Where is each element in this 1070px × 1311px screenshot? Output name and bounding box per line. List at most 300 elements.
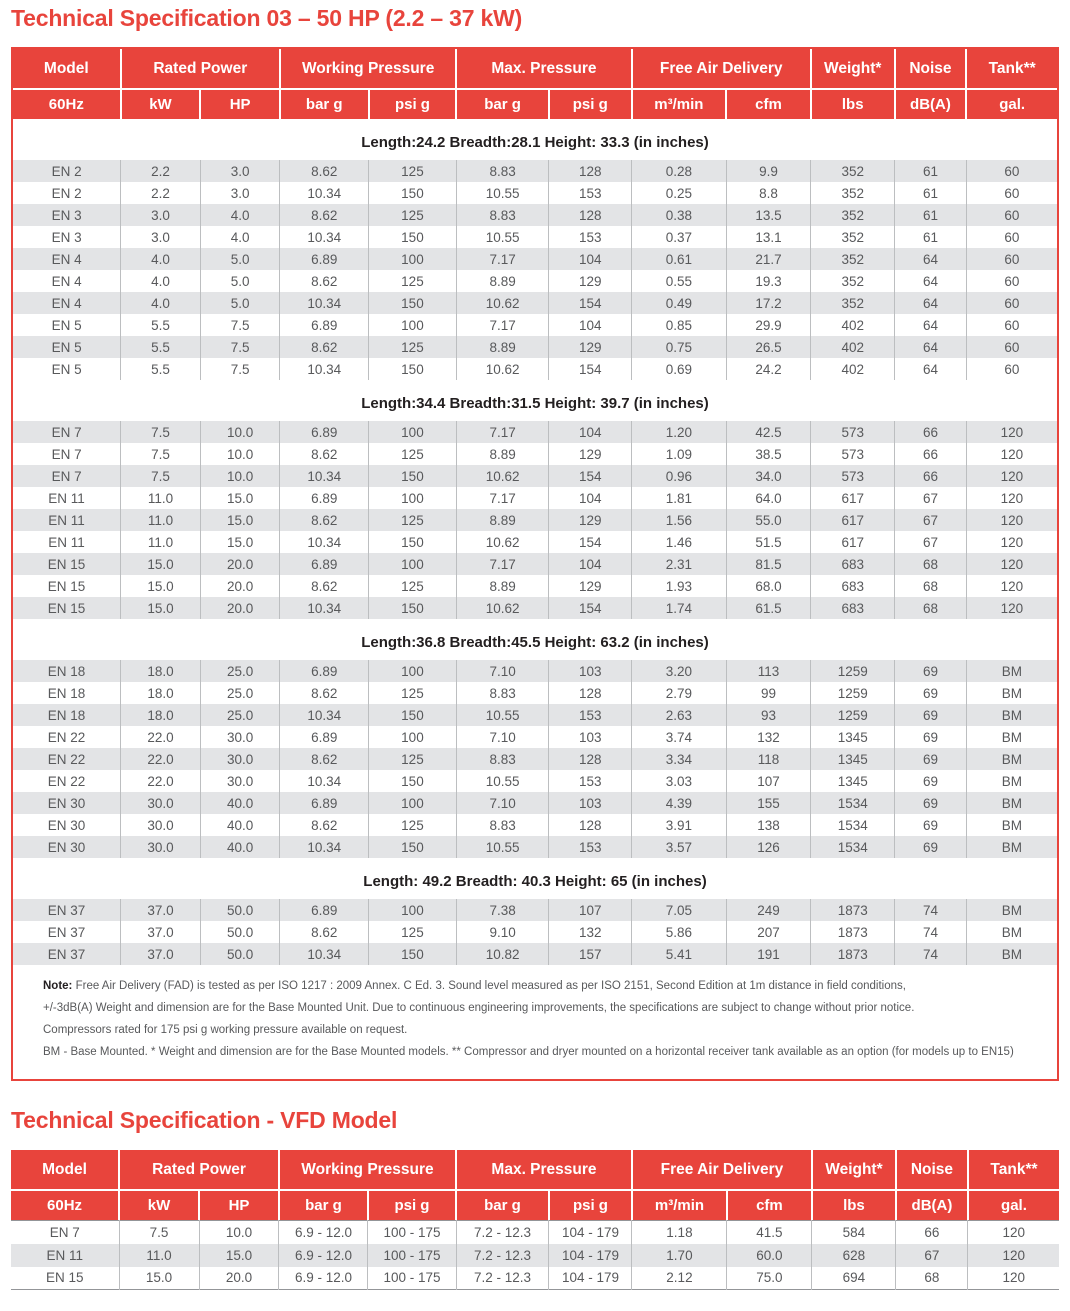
table-cell: 64.0 <box>726 487 811 509</box>
table-cell: 10.34 <box>280 836 369 858</box>
table-cell: 3.03 <box>632 770 727 792</box>
table-cell: BM <box>966 792 1057 814</box>
table-cell: EN 11 <box>48 490 85 506</box>
table-cell: 138 <box>726 814 811 836</box>
table-cell: 25.0 <box>200 682 280 704</box>
table-cell: 2.2 <box>121 160 201 182</box>
table-cell: 60 <box>966 292 1057 314</box>
table-cell: 74 <box>895 921 967 943</box>
table-cell: 10.62 <box>456 531 549 553</box>
table-cell: 126 <box>726 836 811 858</box>
table-cell: 154 <box>549 358 632 380</box>
table-cell: 104 <box>549 314 632 336</box>
table-row <box>13 597 1057 619</box>
table-cell: 7.2 - 12.3 <box>456 1221 549 1244</box>
table-row <box>13 943 1057 965</box>
table-cell: 0.38 <box>632 204 727 226</box>
table-cell: BM <box>966 748 1057 770</box>
table-cell: 18.0 <box>121 682 201 704</box>
table-cell: 154 <box>549 292 632 314</box>
table-cell: 129 <box>549 270 632 292</box>
table-cell: 107 <box>549 899 632 921</box>
table-cell: 67 <box>896 1244 968 1267</box>
table-cell: 120 <box>968 1221 1059 1244</box>
table-cell: 352 <box>811 160 895 182</box>
table-cell: BM <box>966 660 1057 682</box>
group-table <box>13 660 1057 858</box>
table-cell: EN 37 <box>47 946 86 962</box>
table-cell: 7.5 <box>121 443 201 465</box>
table-cell: 352 <box>811 292 895 314</box>
table-cell: 100 <box>369 487 457 509</box>
table-cell: BM <box>966 899 1057 921</box>
table-cell: 10.34 <box>280 597 369 619</box>
table-cell: 19.3 <box>726 270 811 292</box>
table-cell: 30.0 <box>121 814 201 836</box>
table-cell: 150 <box>369 358 457 380</box>
table-row <box>13 531 1057 553</box>
column-unit-header: gal. <box>966 89 1057 119</box>
main-table-header <box>13 49 1057 119</box>
table-cell: 1.20 <box>632 421 727 443</box>
table-cell: 1345 <box>811 770 895 792</box>
table-cell: 10.0 <box>200 421 280 443</box>
table-cell: EN 15 <box>46 1270 84 1286</box>
table-cell: 573 <box>811 465 895 487</box>
table-cell: 37.0 <box>121 943 201 965</box>
table-cell: BM <box>966 704 1057 726</box>
table-cell: EN 22 <box>47 729 86 745</box>
table-cell: EN 11 <box>48 512 85 528</box>
table-cell: 154 <box>549 597 632 619</box>
table-cell: 10.62 <box>456 597 549 619</box>
table-cell: 68 <box>896 1267 968 1290</box>
table-cell: 38.5 <box>726 443 811 465</box>
table-cell: 10.34 <box>280 943 369 965</box>
table-cell: 25.0 <box>200 704 280 726</box>
table-cell: 0.55 <box>632 270 727 292</box>
table-cell: 8.83 <box>456 160 549 182</box>
table-row <box>13 682 1057 704</box>
table-cell: 68.0 <box>726 575 811 597</box>
table-cell: 157 <box>549 943 632 965</box>
table-cell: 41.5 <box>727 1221 812 1244</box>
table-row <box>13 204 1057 226</box>
table-cell: 69 <box>895 726 967 748</box>
table-cell: 8.62 <box>280 270 369 292</box>
table-cell: 617 <box>811 487 895 509</box>
table-cell: 15.0 <box>121 575 201 597</box>
table-cell: BM <box>966 814 1057 836</box>
table-cell: 100 <box>369 726 457 748</box>
table-cell: EN 2 <box>51 163 82 179</box>
column-header: Model <box>11 1150 119 1190</box>
table-cell: 7.5 <box>200 314 280 336</box>
table-cell: 2.63 <box>632 704 727 726</box>
column-unit-header: cfm <box>726 89 811 119</box>
table-cell: 15.0 <box>200 531 280 553</box>
table-row <box>11 1267 1059 1290</box>
table-cell: 125 <box>369 336 457 358</box>
table-cell: 8.62 <box>280 921 369 943</box>
table-cell: 1534 <box>811 836 895 858</box>
table-cell: 104 <box>549 553 632 575</box>
table-cell: 11.0 <box>121 487 201 509</box>
table-cell: 60 <box>966 182 1057 204</box>
table-cell: 100 <box>369 553 457 575</box>
table-cell: 20.0 <box>200 575 280 597</box>
table-row <box>13 465 1057 487</box>
table-cell: 120 <box>966 597 1057 619</box>
table-cell: 125 <box>369 160 457 182</box>
table-cell: 402 <box>811 358 895 380</box>
table-cell: 37.0 <box>121 921 201 943</box>
table-cell: 6.89 <box>280 314 369 336</box>
table-cell: 125 <box>369 921 457 943</box>
column-unit-header: psi g <box>549 1190 632 1220</box>
table-cell: 11.0 <box>121 531 201 553</box>
table-cell: 10.34 <box>280 704 369 726</box>
table-row <box>13 182 1057 204</box>
dimension-group-title: Length: 49.2 Breadth: 40.3 Height: 65 (in inches) <box>363 873 707 890</box>
table-cell: 132 <box>726 726 811 748</box>
table-cell: 69 <box>895 682 967 704</box>
table-cell: 10.0 <box>200 443 280 465</box>
table-cell: 5.5 <box>121 336 201 358</box>
table-cell: 1873 <box>811 899 895 921</box>
column-unit-header: m³/min <box>632 89 727 119</box>
table-row <box>13 421 1057 443</box>
table-cell: 64 <box>895 358 967 380</box>
dimension-group <box>13 119 1057 380</box>
table-cell: 150 <box>369 292 457 314</box>
column-unit-header: gal. <box>968 1190 1059 1220</box>
table-cell: 6.89 <box>280 792 369 814</box>
table-cell: 61 <box>895 226 967 248</box>
table-cell: 9.10 <box>456 921 549 943</box>
group-table <box>13 421 1057 619</box>
table-cell: 584 <box>812 1221 896 1244</box>
table-cell: 8.83 <box>456 748 549 770</box>
column-header: Free Air Delivery <box>632 1150 812 1190</box>
table-cell: 154 <box>549 531 632 553</box>
table-cell: 1.46 <box>632 531 727 553</box>
vfd-title: Technical Specification - VFD Model <box>11 1107 398 1133</box>
table-cell: 3.20 <box>632 660 727 682</box>
table-cell: 191 <box>726 943 811 965</box>
column-header: Rated Power <box>121 49 280 89</box>
group-table <box>13 899 1057 965</box>
footnote-line: Compressors rated for 175 psi g working pressure available on request. <box>43 1024 408 1036</box>
table-cell: 5.5 <box>121 314 201 336</box>
table-cell: 0.25 <box>632 182 727 204</box>
table-cell: 120 <box>966 465 1057 487</box>
table-cell: 34.0 <box>726 465 811 487</box>
table-cell: 1.18 <box>632 1221 727 1244</box>
table-cell: 153 <box>549 770 632 792</box>
table-cell: 0.37 <box>632 226 727 248</box>
table-cell: 9.9 <box>726 160 811 182</box>
table-cell: 60 <box>966 248 1057 270</box>
table-cell: 1.09 <box>632 443 727 465</box>
table-cell: 150 <box>369 226 457 248</box>
table-cell: 6.89 <box>280 660 369 682</box>
table-cell: 20.0 <box>199 1267 279 1290</box>
table-cell: 64 <box>895 270 967 292</box>
table-cell: BM <box>966 682 1057 704</box>
table-cell: 60 <box>966 270 1057 292</box>
table-cell: 4.0 <box>200 226 280 248</box>
table-cell: 3.34 <box>632 748 727 770</box>
table-row <box>13 814 1057 836</box>
table-cell: EN 18 <box>47 707 86 723</box>
table-cell: 10.55 <box>456 836 549 858</box>
table-cell: 74 <box>895 899 967 921</box>
table-row <box>13 314 1057 336</box>
table-cell: 120 <box>966 553 1057 575</box>
table-cell: EN 4 <box>51 251 82 267</box>
table-row <box>13 748 1057 770</box>
table-cell: EN 15 <box>47 556 86 572</box>
table-cell: 25.0 <box>200 660 280 682</box>
table-cell: 66 <box>895 465 967 487</box>
table-cell: 66 <box>895 443 967 465</box>
table-cell: 0.28 <box>632 160 727 182</box>
table-cell: 402 <box>811 314 895 336</box>
table-cell: 573 <box>811 443 895 465</box>
table-cell: 30.0 <box>121 792 201 814</box>
column-header: Weight* <box>811 49 895 89</box>
vfd-spec-table <box>11 1150 1059 1290</box>
table-cell: 10.34 <box>280 465 369 487</box>
table-cell: EN 30 <box>47 795 86 811</box>
table-cell: 15.0 <box>199 1244 279 1267</box>
table-cell: BM <box>966 770 1057 792</box>
table-row <box>13 443 1057 465</box>
table-cell: 8.8 <box>726 182 811 204</box>
table-row <box>13 770 1057 792</box>
column-unit-header: bar g <box>279 1190 368 1220</box>
table-cell: 129 <box>549 443 632 465</box>
table-cell: 352 <box>811 182 895 204</box>
table-cell: 128 <box>549 682 632 704</box>
main-spec-table <box>11 47 1059 1081</box>
table-row <box>13 487 1057 509</box>
table-cell: BM <box>966 836 1057 858</box>
table-cell: 8.62 <box>280 575 369 597</box>
table-cell: 125 <box>369 575 457 597</box>
column-header: Free Air Delivery <box>632 49 811 89</box>
table-cell: 6.89 <box>280 421 369 443</box>
column-header: Model <box>13 49 121 89</box>
table-cell: 99 <box>726 682 811 704</box>
table-row <box>13 160 1057 182</box>
table-cell: 155 <box>726 792 811 814</box>
table-cell: 67 <box>895 487 967 509</box>
table-cell: 352 <box>811 226 895 248</box>
group-table <box>13 160 1057 380</box>
table-cell: 67 <box>895 531 967 553</box>
column-header: Noise <box>895 49 967 89</box>
table-cell: 22.0 <box>121 770 201 792</box>
table-cell: EN 3 <box>51 229 82 245</box>
table-cell: 60 <box>966 336 1057 358</box>
table-row <box>13 270 1057 292</box>
table-cell: 3.0 <box>121 204 201 226</box>
table-cell: 100 <box>369 792 457 814</box>
table-cell: 0.96 <box>632 465 727 487</box>
table-row <box>11 1244 1059 1267</box>
table-cell: EN 18 <box>47 663 86 679</box>
table-row <box>11 1221 1059 1244</box>
table-cell: 10.0 <box>199 1221 279 1244</box>
table-cell: 75.0 <box>727 1267 812 1290</box>
table-cell: 150 <box>369 182 457 204</box>
table-cell: 150 <box>369 531 457 553</box>
table-cell: 8.62 <box>280 336 369 358</box>
table-cell: 17.2 <box>726 292 811 314</box>
table-row <box>13 553 1057 575</box>
column-unit-header: lbs <box>812 1190 896 1220</box>
table-cell: 60 <box>966 226 1057 248</box>
table-cell: 61 <box>895 160 967 182</box>
table-cell: 11.0 <box>121 509 201 531</box>
table-cell: 113 <box>726 660 811 682</box>
table-cell: 5.0 <box>200 248 280 270</box>
table-cell: 100 <box>369 899 457 921</box>
table-cell: 1.74 <box>632 597 727 619</box>
column-header: Working Pressure <box>279 1150 456 1190</box>
table-cell: BM <box>966 921 1057 943</box>
table-cell: 8.62 <box>280 748 369 770</box>
column-unit-header: psi g <box>368 1190 456 1220</box>
vfd-table-body <box>11 1220 1059 1290</box>
table-cell: 104 - 179 <box>549 1267 632 1290</box>
table-cell: EN 5 <box>51 339 82 355</box>
table-cell: 129 <box>549 509 632 531</box>
table-cell: 7.5 <box>200 358 280 380</box>
table-cell: 7.2 - 12.3 <box>456 1267 549 1290</box>
table-cell: 10.0 <box>200 465 280 487</box>
table-cell: 118 <box>726 748 811 770</box>
table-cell: 7.17 <box>456 553 549 575</box>
table-cell: 0.69 <box>632 358 727 380</box>
table-cell: 4.0 <box>121 248 201 270</box>
column-header: Rated Power <box>119 1150 279 1190</box>
table-cell: 30.0 <box>200 726 280 748</box>
table-cell: 150 <box>369 597 457 619</box>
table-row <box>13 575 1057 597</box>
table-cell: 1873 <box>811 943 895 965</box>
table-cell: 66 <box>896 1221 968 1244</box>
table-row <box>13 226 1057 248</box>
table-cell: 7.10 <box>456 726 549 748</box>
table-cell: 150 <box>369 704 457 726</box>
table-cell: EN 7 <box>51 424 82 440</box>
table-cell: 100 - 175 <box>368 1244 456 1267</box>
table-cell: 1534 <box>811 814 895 836</box>
table-cell: 120 <box>968 1267 1059 1290</box>
table-cell: 120 <box>966 421 1057 443</box>
table-cell: 10.34 <box>280 358 369 380</box>
table-cell: 69 <box>895 660 967 682</box>
table-row <box>13 358 1057 380</box>
table-cell: 104 - 179 <box>549 1221 632 1244</box>
table-cell: 15.0 <box>200 487 280 509</box>
column-unit-header: HP <box>200 89 280 119</box>
table-cell: 15.0 <box>121 553 201 575</box>
table-cell: 128 <box>549 814 632 836</box>
table-cell: 125 <box>369 204 457 226</box>
table-cell: 8.89 <box>456 336 549 358</box>
table-cell: 153 <box>549 226 632 248</box>
table-cell: 10.34 <box>280 770 369 792</box>
table-cell: EN 5 <box>51 361 82 377</box>
table-cell: 6.9 - 12.0 <box>279 1267 368 1290</box>
table-cell: 60.0 <box>727 1244 812 1267</box>
table-cell: 352 <box>811 270 895 292</box>
table-cell: 3.0 <box>200 160 280 182</box>
table-cell: EN 4 <box>51 295 82 311</box>
table-cell: 1345 <box>811 726 895 748</box>
table-cell: 7.17 <box>456 248 549 270</box>
table-cell: 8.83 <box>456 204 549 226</box>
table-cell: 15.0 <box>121 597 201 619</box>
column-header: Max. Pressure <box>456 1150 632 1190</box>
table-cell: 104 <box>549 421 632 443</box>
table-cell: 10.34 <box>280 292 369 314</box>
table-cell: 0.49 <box>632 292 727 314</box>
table-cell: 10.34 <box>280 531 369 553</box>
table-cell: 37.0 <box>121 899 201 921</box>
table-cell: EN 7 <box>51 446 82 462</box>
table-cell: 20.0 <box>200 597 280 619</box>
table-cell: 60 <box>966 160 1057 182</box>
column-unit-header: dB(A) <box>895 89 967 119</box>
table-cell: 69 <box>895 836 967 858</box>
table-cell: 628 <box>812 1244 896 1267</box>
table-cell: 104 - 179 <box>549 1244 632 1267</box>
table-cell: 120 <box>966 487 1057 509</box>
footnote-line: Note: Free Air Delivery (FAD) is tested as per ISO 1217 : 2009 Annex. C Ed. 3. Sound level measured as per ISO 2151, Second Edition at 1m distance in field conditions, <box>43 980 906 992</box>
table-cell: 51.5 <box>726 531 811 553</box>
table-cell: 60 <box>966 358 1057 380</box>
column-header: Weight* <box>812 1150 896 1190</box>
table-cell: BM <box>966 943 1057 965</box>
table-cell: 573 <box>811 421 895 443</box>
column-unit-header: kW <box>119 1190 199 1220</box>
table-cell: 10.34 <box>280 182 369 204</box>
table-cell: 15.0 <box>200 509 280 531</box>
table-cell: 7.17 <box>456 487 549 509</box>
table-cell: 22.0 <box>121 726 201 748</box>
table-cell: 5.41 <box>632 943 727 965</box>
table-cell: 69 <box>895 748 967 770</box>
table-cell: 120 <box>966 443 1057 465</box>
table-cell: 7.17 <box>456 421 549 443</box>
dimension-group-title: Length:24.2 Breadth:28.1 Height: 33.3 (in inches) <box>361 134 709 151</box>
column-unit-header: bar g <box>456 1190 549 1220</box>
table-cell: 55.0 <box>726 509 811 531</box>
table-cell: EN 15 <box>47 600 86 616</box>
table-cell: 150 <box>369 836 457 858</box>
table-cell: 6.89 <box>280 899 369 921</box>
table-cell: 129 <box>549 575 632 597</box>
table-cell: 5.5 <box>121 358 201 380</box>
table-cell: 125 <box>369 682 457 704</box>
table-row <box>13 660 1057 682</box>
table-cell: 6.9 - 12.0 <box>279 1221 368 1244</box>
